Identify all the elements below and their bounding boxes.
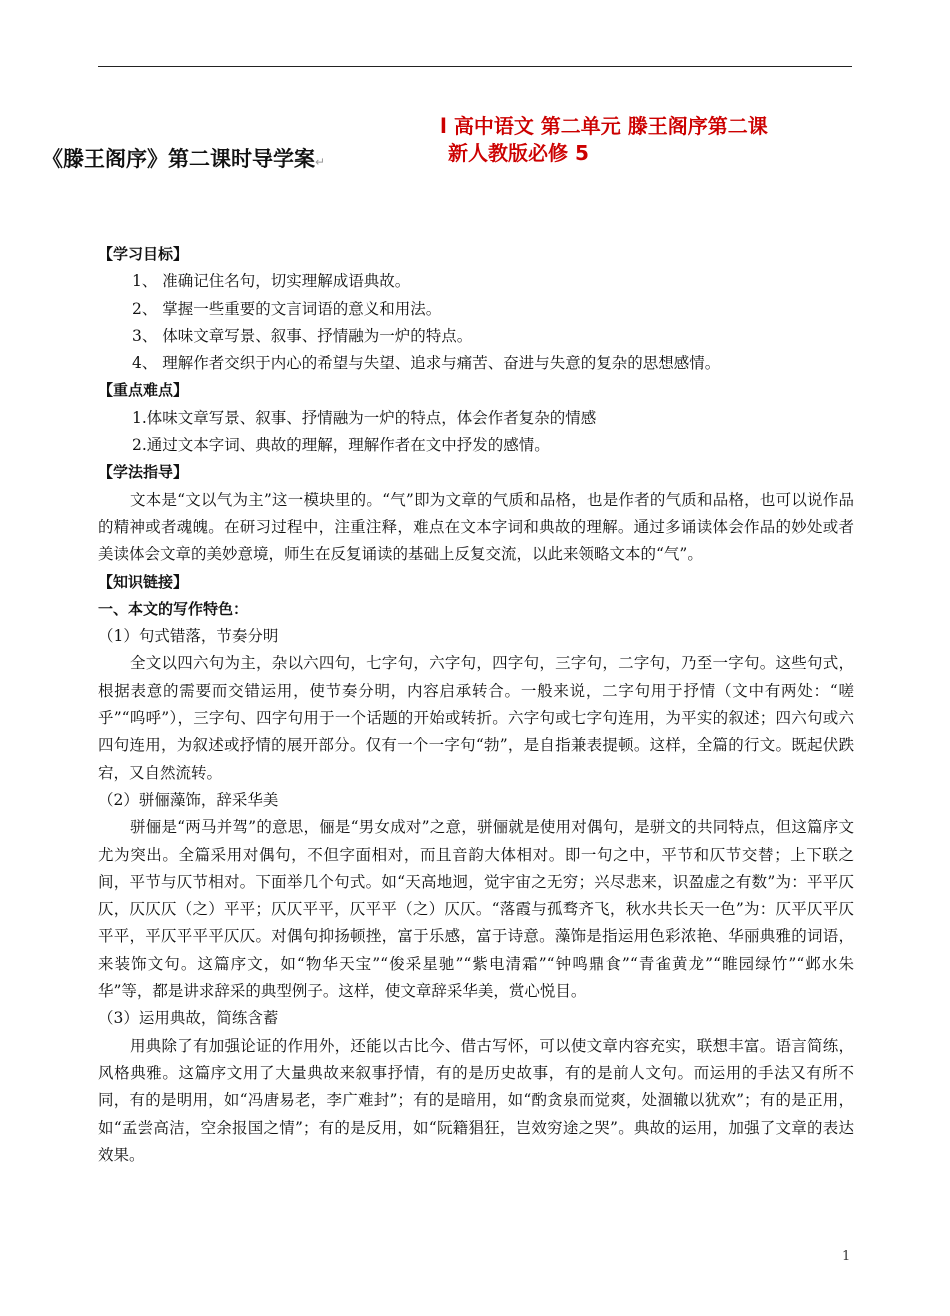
- red-overlay-title-line-2: 新人教版必修 5: [448, 141, 589, 165]
- key-point-item: 1.体味文章写景、叙事、抒情融为一炉的特点，体会作者复杂的情感: [132, 408, 597, 427]
- document-title: [42, 143, 325, 173]
- feature-paragraph: 全文以四六句为主，杂以六四句，七字句，六字句，四字句，三字句，二字句，乃至一字句。这些句式，根据表意的需要而交错运用，使节奏分明，内容启承转合。一般来说，二字句用于抒情（文中有两处：“嗟乎”“呜呼”），三字句、四字句用于一个话题的开始或转折。六字句或七字句连用，为平实的叙述；四六句或六四句连用，为叙述或抒情的展开部分。仅有一个一字句“勃”，是自指兼表提顿。这样，全篇的行文。既起伏跌宕，又自然流转。: [98, 654, 854, 782]
- feature-paragraph: 骈俪是“两马并驾”的意思，俪是“男女成对”之意，骈俪就是使用对偶句，是骈文的共同特点，但这篇序文尤为突出。全篇采用对偶句，不但字面相对，而且音韵大体相对。即一句之中，平节和仄节交替；上下联之间，平节与仄节相对。下面举几个句式。如“天高地迥，觉宇宙之无穷；兴尽悲来，识盈虚之有数”为：平平仄仄，仄仄仄（之）平平；仄仄平平，仄平平（之）仄仄。“落霞与孤骛齐飞，秋水共长天一色”为：仄平仄平仄平平，平仄平平平仄仄。对偶句抑扬顿挫，富于乐感，富于诗意。藻饰是指运用色彩浓艳、华丽典雅的词语，来装饰文句。这篇序文，如“物华天宝”“俊采星驰”“紫电清霜”“钟鸣鼎食”“青雀黄龙”“睢园绿竹”“邺水朱华”等，都是讲求辞采的典型例子。这样，使文章辞采华美，赏心悦目。: [98, 818, 854, 1001]
- paragraph-mark-icon: ↵: [315, 155, 326, 169]
- method-paragraph: 文本是“文以气为主”这一模块里的。“气”即为文章的气质和品格，也是作者的气质和品格，也可以说作品的精神或者魂魄。在研习过程中，注重注释，难点在文本字词和典故的理解。通过多诵读体会作品的妙处或者美读体会文章的美妙意境，师生在反复诵读的基础上反复交流，以此来领略文本的“气”。: [98, 490, 854, 564]
- method-heading: 【学法指导】: [98, 463, 189, 482]
- document-title-text: 《滕王阁序》第二课时导学案: [42, 147, 315, 171]
- goals-heading: 【学习目标】: [98, 245, 189, 263]
- page-number: 1: [842, 1249, 851, 1264]
- red-overlay-title-line-1: l 高中语文 第二单元 滕王阁序第二课: [440, 114, 768, 138]
- knowledge-heading: 【知识链接】: [98, 572, 189, 591]
- header-rule: [98, 66, 852, 67]
- writing-features-title: 一、本文的写作特色：: [98, 599, 249, 618]
- key-points-heading: 【重点难点】: [98, 381, 189, 400]
- feature-title: （2）骈俪藻饰，辞采华美: [98, 790, 279, 809]
- document-body: [98, 241, 854, 1169]
- feature-paragraph: 用典除了有加强论证的作用外，还能以古比今、借古写怀，可以使文章内容充实，联想丰富。语言简练，风格典雅。这篇序文用了大量典故来叙事抒情，有的是历史故事，有的是前人文句。而运用的手法又有所不同，有的是明用，如“冯唐易老，李广难封”；有的是暗用，如“酌贪泉而觉爽，处涸辙以犹欢”；有的是正用，如“孟尝高洁，空余报国之情”；有的是反用，如“阮籍猖狂，岂效穷途之哭”。典故的运用，加强了文章的表达效果。: [98, 1036, 854, 1164]
- goal-item: 2、 掌握一些重要的文言词语的意义和用法。: [132, 299, 442, 318]
- goal-item: 4、 理解作者交织于内心的希望与失望、追求与痛苦、奋进与失意的复杂的思想感情。: [132, 354, 721, 373]
- key-point-item: 2.通过文本字词、典故的理解，理解作者在文中抒发的感情。: [132, 436, 550, 455]
- goal-item: 3、 体味文章写景、叙事、抒情融为一炉的特点。: [132, 326, 473, 345]
- feature-title: （3）运用典故，简练含蓄: [98, 1009, 279, 1028]
- goal-item: 1、 准确记住名句，切实理解成语典故。: [132, 272, 411, 291]
- feature-title: （1）句式错落，节奏分明: [98, 627, 279, 646]
